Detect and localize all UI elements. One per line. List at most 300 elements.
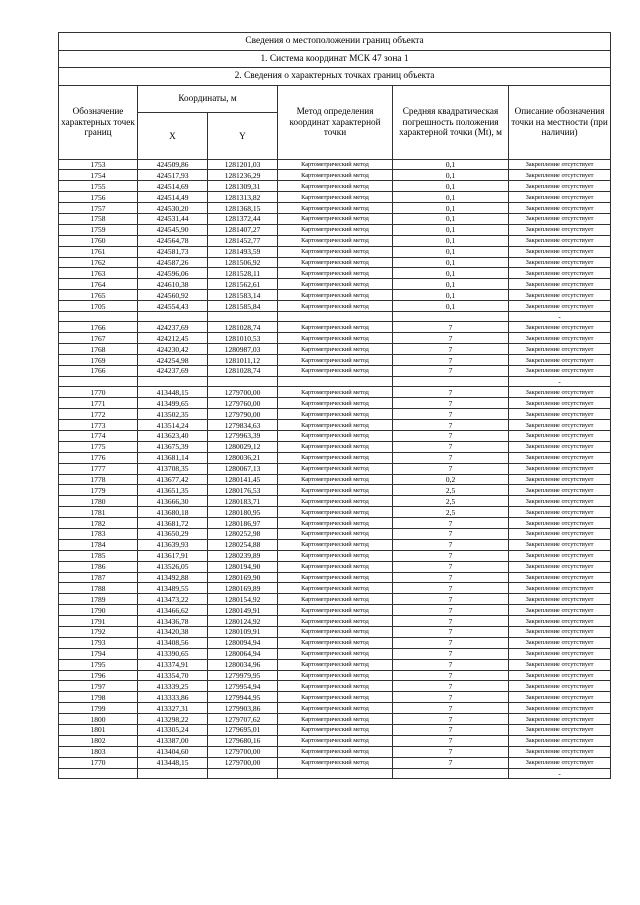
separator-cell bbox=[278, 376, 393, 387]
point-id-cell: 1770 bbox=[59, 757, 138, 768]
x-coordinate-cell: 413354,70 bbox=[138, 670, 208, 681]
y-coordinate-cell: 1280987,03 bbox=[208, 344, 278, 355]
accuracy-cell: 7 bbox=[393, 387, 509, 398]
separator-cell bbox=[393, 376, 509, 387]
y-coordinate-cell: 1280169,89 bbox=[208, 583, 278, 594]
point-id-cell: 1775 bbox=[59, 441, 138, 452]
point-id-cell: 1780 bbox=[59, 496, 138, 507]
accuracy-cell: 7 bbox=[393, 692, 509, 703]
accuracy-cell: 7 bbox=[393, 452, 509, 463]
separator-cell bbox=[393, 768, 509, 779]
accuracy-cell: 0,1 bbox=[393, 192, 509, 203]
separator-cell bbox=[278, 768, 393, 779]
accuracy-cell: 7 bbox=[393, 616, 509, 627]
point-id-cell: 1761 bbox=[59, 246, 138, 257]
method-cell: Картометрический метод bbox=[278, 268, 393, 279]
y-coordinate-cell: 1279700,00 bbox=[208, 746, 278, 757]
x-coordinate-cell: 424509,86 bbox=[138, 159, 208, 170]
point-id-cell: 1778 bbox=[59, 474, 138, 485]
header-point: Обозначение характерных точек границ bbox=[59, 85, 138, 159]
description-cell: Закрепление отсутствует bbox=[509, 420, 611, 431]
accuracy-cell: 7 bbox=[393, 420, 509, 431]
x-coordinate-cell: 413514,24 bbox=[138, 420, 208, 431]
y-coordinate-cell: 1280064,94 bbox=[208, 648, 278, 659]
point-id-cell: 1783 bbox=[59, 529, 138, 540]
point-id-cell: 1803 bbox=[59, 746, 138, 757]
point-id-cell: 1781 bbox=[59, 507, 138, 518]
method-cell: Картометрический метод bbox=[278, 159, 393, 170]
description-cell: Закрепление отсутствует bbox=[509, 463, 611, 474]
accuracy-cell: 7 bbox=[393, 518, 509, 529]
description-cell: Закрепление отсутствует bbox=[509, 203, 611, 214]
y-coordinate-cell: 1280169,90 bbox=[208, 572, 278, 583]
table-row bbox=[59, 387, 611, 398]
separator-mark: - bbox=[509, 376, 611, 387]
method-cell: Картометрический метод bbox=[278, 257, 393, 268]
header-accuracy: Средняя квадратическая погрешность положения характерной точки (Mt), м bbox=[393, 85, 509, 159]
x-coordinate-cell: 424517,93 bbox=[138, 170, 208, 181]
method-cell: Картометрический метод bbox=[278, 507, 393, 518]
method-cell: Картометрический метод bbox=[278, 301, 393, 312]
point-id-cell: 1760 bbox=[59, 235, 138, 246]
y-coordinate-cell: 1280180,95 bbox=[208, 507, 278, 518]
method-cell: Картометрический метод bbox=[278, 409, 393, 420]
x-coordinate-cell: 413404,60 bbox=[138, 746, 208, 757]
method-cell: Картометрический метод bbox=[278, 322, 393, 333]
accuracy-cell: 7 bbox=[393, 398, 509, 409]
method-cell: Картометрический метод bbox=[278, 485, 393, 496]
table-row bbox=[59, 279, 611, 290]
x-coordinate-cell: 413650,29 bbox=[138, 529, 208, 540]
point-id-cell: 1782 bbox=[59, 518, 138, 529]
document-title: Сведения о местоположении границ объекта bbox=[59, 33, 611, 51]
table-row bbox=[59, 659, 611, 670]
boundary-points-table bbox=[58, 32, 611, 779]
table-row bbox=[59, 224, 611, 235]
table-row bbox=[59, 192, 611, 203]
accuracy-cell: 7 bbox=[393, 355, 509, 366]
description-cell: Закрепление отсутствует bbox=[509, 246, 611, 257]
accuracy-cell: 0,1 bbox=[393, 290, 509, 301]
method-cell: Картометрический метод bbox=[278, 703, 393, 714]
table-row bbox=[59, 518, 611, 529]
table-row bbox=[59, 322, 611, 333]
header-method: Метод определения координат характерной точки bbox=[278, 85, 393, 159]
x-coordinate-cell: 413408,56 bbox=[138, 637, 208, 648]
accuracy-cell: 7 bbox=[393, 322, 509, 333]
method-cell: Картометрический метод bbox=[278, 235, 393, 246]
table-row bbox=[59, 507, 611, 518]
x-coordinate-cell: 424237,69 bbox=[138, 322, 208, 333]
separator-cell bbox=[208, 311, 278, 322]
table-row bbox=[59, 692, 611, 703]
point-id-cell: 1762 bbox=[59, 257, 138, 268]
separator-cell bbox=[59, 768, 138, 779]
separator-cell bbox=[59, 376, 138, 387]
table-row bbox=[59, 463, 611, 474]
accuracy-cell: 7 bbox=[393, 529, 509, 540]
table-row bbox=[59, 648, 611, 659]
description-cell: Закрепление отсутствует bbox=[509, 268, 611, 279]
accuracy-cell: 7 bbox=[393, 409, 509, 420]
description-cell: Закрепление отсутствует bbox=[509, 235, 611, 246]
table-row bbox=[59, 703, 611, 714]
table-row bbox=[59, 594, 611, 605]
accuracy-cell: 7 bbox=[393, 572, 509, 583]
point-id-cell: 1754 bbox=[59, 170, 138, 181]
point-id-cell: 1787 bbox=[59, 572, 138, 583]
description-cell: Закрепление отсутствует bbox=[509, 301, 611, 312]
x-coordinate-cell: 413623,40 bbox=[138, 430, 208, 441]
y-coordinate-cell: 1281528,11 bbox=[208, 268, 278, 279]
x-coordinate-cell: 424581,73 bbox=[138, 246, 208, 257]
description-cell: Закрепление отсутствует bbox=[509, 572, 611, 583]
method-cell: Картометрический метод bbox=[278, 561, 393, 572]
table-row bbox=[59, 561, 611, 572]
table-row bbox=[59, 637, 611, 648]
point-id-cell: 1705 bbox=[59, 301, 138, 312]
description-cell: Закрепление отсутствует bbox=[509, 692, 611, 703]
description-cell: Закрепление отсутствует bbox=[509, 583, 611, 594]
description-cell: Закрепление отсутствует bbox=[509, 735, 611, 746]
y-coordinate-cell: 1280067,13 bbox=[208, 463, 278, 474]
x-coordinate-cell: 413639,93 bbox=[138, 539, 208, 550]
accuracy-cell: 0,1 bbox=[393, 224, 509, 235]
accuracy-cell: 0,1 bbox=[393, 301, 509, 312]
y-coordinate-cell: 1280141,45 bbox=[208, 474, 278, 485]
accuracy-cell: 7 bbox=[393, 333, 509, 344]
point-id-cell: 1769 bbox=[59, 355, 138, 366]
table-row bbox=[59, 355, 611, 366]
method-cell: Картометрический метод bbox=[278, 648, 393, 659]
y-coordinate-cell: 1280036,21 bbox=[208, 452, 278, 463]
x-coordinate-cell: 424587,26 bbox=[138, 257, 208, 268]
description-cell: Закрепление отсутствует bbox=[509, 387, 611, 398]
description-cell: Закрепление отсутствует bbox=[509, 290, 611, 301]
description-cell: Закрепление отсутствует bbox=[509, 648, 611, 659]
method-cell: Картометрический метод bbox=[278, 572, 393, 583]
y-coordinate-cell: 1281506,92 bbox=[208, 257, 278, 268]
y-coordinate-cell: 1280239,89 bbox=[208, 550, 278, 561]
x-coordinate-cell: 413448,15 bbox=[138, 757, 208, 768]
accuracy-cell: 7 bbox=[393, 594, 509, 605]
point-id-cell: 1768 bbox=[59, 344, 138, 355]
description-cell: Закрепление отсутствует bbox=[509, 507, 611, 518]
header-description: Описание обозначения точки на местности (при наличии) bbox=[509, 85, 611, 159]
y-coordinate-cell: 1280176,53 bbox=[208, 485, 278, 496]
y-coordinate-cell: 1280149,91 bbox=[208, 605, 278, 616]
table-body bbox=[59, 159, 611, 779]
table-row bbox=[59, 496, 611, 507]
description-cell: Закрепление отсутствует bbox=[509, 409, 611, 420]
description-cell: Закрепление отсутствует bbox=[509, 398, 611, 409]
separator-cell bbox=[208, 768, 278, 779]
table-row bbox=[59, 757, 611, 768]
description-cell: Закрепление отсутствует bbox=[509, 181, 611, 192]
table-row bbox=[59, 681, 611, 692]
method-cell: Картометрический метод bbox=[278, 474, 393, 485]
x-coordinate-cell: 413675,39 bbox=[138, 441, 208, 452]
method-cell: Картометрический метод bbox=[278, 627, 393, 638]
accuracy-cell: 7 bbox=[393, 703, 509, 714]
accuracy-cell: 7 bbox=[393, 605, 509, 616]
y-coordinate-cell: 1281372,44 bbox=[208, 213, 278, 224]
accuracy-cell: 7 bbox=[393, 714, 509, 725]
method-cell: Картометрический метод bbox=[278, 387, 393, 398]
point-id-cell: 1794 bbox=[59, 648, 138, 659]
table-row bbox=[59, 627, 611, 638]
point-id-cell: 1765 bbox=[59, 290, 138, 301]
point-id-cell: 1796 bbox=[59, 670, 138, 681]
y-coordinate-cell: 1280034,96 bbox=[208, 659, 278, 670]
point-id-cell: 1755 bbox=[59, 181, 138, 192]
header-x: X bbox=[138, 112, 208, 159]
accuracy-cell: 0,1 bbox=[393, 213, 509, 224]
description-cell: Закрепление отсутствует bbox=[509, 430, 611, 441]
method-cell: Картометрический метод bbox=[278, 452, 393, 463]
point-id-cell: 1802 bbox=[59, 735, 138, 746]
description-cell: Закрепление отсутствует bbox=[509, 561, 611, 572]
point-id-cell: 1792 bbox=[59, 627, 138, 638]
accuracy-cell: 7 bbox=[393, 366, 509, 377]
y-coordinate-cell: 1281407,27 bbox=[208, 224, 278, 235]
table-row bbox=[59, 746, 611, 757]
table-row bbox=[59, 159, 611, 170]
accuracy-cell: 7 bbox=[393, 550, 509, 561]
point-id-cell: 1793 bbox=[59, 637, 138, 648]
x-coordinate-cell: 413298,22 bbox=[138, 714, 208, 725]
y-coordinate-cell: 1280254,88 bbox=[208, 539, 278, 550]
group-separator-row bbox=[59, 376, 611, 387]
method-cell: Картометрический метод bbox=[278, 692, 393, 703]
accuracy-cell: 0,1 bbox=[393, 268, 509, 279]
table-row bbox=[59, 366, 611, 377]
x-coordinate-cell: 424212,45 bbox=[138, 333, 208, 344]
table-row bbox=[59, 246, 611, 257]
points-section-title: 2. Сведения о характерных точках границ объекта bbox=[59, 68, 611, 86]
point-id-cell: 1790 bbox=[59, 605, 138, 616]
accuracy-cell: 2,5 bbox=[393, 485, 509, 496]
group-separator-row bbox=[59, 768, 611, 779]
accuracy-cell: 7 bbox=[393, 735, 509, 746]
accuracy-cell: 0,1 bbox=[393, 181, 509, 192]
description-cell: Закрепление отсутствует bbox=[509, 159, 611, 170]
method-cell: Картометрический метод bbox=[278, 637, 393, 648]
accuracy-cell: 2,5 bbox=[393, 507, 509, 518]
x-coordinate-cell: 413448,15 bbox=[138, 387, 208, 398]
description-cell: Закрепление отсутствует bbox=[509, 681, 611, 692]
table-row bbox=[59, 398, 611, 409]
method-cell: Картометрический метод bbox=[278, 344, 393, 355]
y-coordinate-cell: 1279903,86 bbox=[208, 703, 278, 714]
accuracy-cell: 2,5 bbox=[393, 496, 509, 507]
point-id-cell: 1770 bbox=[59, 387, 138, 398]
point-id-cell: 1800 bbox=[59, 714, 138, 725]
table-row bbox=[59, 529, 611, 540]
x-coordinate-cell: 413387,00 bbox=[138, 735, 208, 746]
description-cell: Закрепление отсутствует bbox=[509, 529, 611, 540]
accuracy-cell: 7 bbox=[393, 659, 509, 670]
accuracy-cell: 7 bbox=[393, 344, 509, 355]
description-cell: Закрепление отсутствует bbox=[509, 257, 611, 268]
x-coordinate-cell: 424254,98 bbox=[138, 355, 208, 366]
method-cell: Картометрический метод bbox=[278, 279, 393, 290]
x-coordinate-cell: 413677,42 bbox=[138, 474, 208, 485]
y-coordinate-cell: 1280183,71 bbox=[208, 496, 278, 507]
table-row bbox=[59, 605, 611, 616]
accuracy-cell: 7 bbox=[393, 637, 509, 648]
x-coordinate-cell: 413473,22 bbox=[138, 594, 208, 605]
description-cell: Закрепление отсутствует bbox=[509, 333, 611, 344]
description-cell: Закрепление отсутствует bbox=[509, 757, 611, 768]
point-id-cell: 1801 bbox=[59, 725, 138, 736]
x-coordinate-cell: 413526,05 bbox=[138, 561, 208, 572]
separator-cell bbox=[208, 376, 278, 387]
table-row bbox=[59, 430, 611, 441]
method-cell: Картометрический метод bbox=[278, 518, 393, 529]
y-coordinate-cell: 1280154,92 bbox=[208, 594, 278, 605]
method-cell: Картометрический метод bbox=[278, 616, 393, 627]
group-separator-row bbox=[59, 311, 611, 322]
y-coordinate-cell: 1281201,03 bbox=[208, 159, 278, 170]
accuracy-cell: 7 bbox=[393, 648, 509, 659]
method-cell: Картометрический метод bbox=[278, 192, 393, 203]
point-id-cell: 1766 bbox=[59, 366, 138, 377]
point-id-cell: 1764 bbox=[59, 279, 138, 290]
y-coordinate-cell: 1279707,62 bbox=[208, 714, 278, 725]
description-cell: Закрепление отсутствует bbox=[509, 474, 611, 485]
separator-mark: - bbox=[509, 311, 611, 322]
y-coordinate-cell: 1281313,82 bbox=[208, 192, 278, 203]
description-cell: Закрепление отсутствует bbox=[509, 192, 611, 203]
x-coordinate-cell: 424545,90 bbox=[138, 224, 208, 235]
description-cell: Закрепление отсутствует bbox=[509, 441, 611, 452]
description-cell: Закрепление отсутствует bbox=[509, 746, 611, 757]
y-coordinate-cell: 1279760,00 bbox=[208, 398, 278, 409]
point-id-cell: 1784 bbox=[59, 539, 138, 550]
y-coordinate-cell: 1279700,00 bbox=[208, 387, 278, 398]
accuracy-cell: 7 bbox=[393, 463, 509, 474]
y-coordinate-cell: 1281493,59 bbox=[208, 246, 278, 257]
x-coordinate-cell: 413436,78 bbox=[138, 616, 208, 627]
description-cell: Закрепление отсутствует bbox=[509, 539, 611, 550]
point-id-cell: 1757 bbox=[59, 203, 138, 214]
header-y: Y bbox=[208, 112, 278, 159]
description-cell: Закрепление отсутствует bbox=[509, 344, 611, 355]
x-coordinate-cell: 424514,69 bbox=[138, 181, 208, 192]
x-coordinate-cell: 424554,43 bbox=[138, 301, 208, 312]
x-coordinate-cell: 413305,24 bbox=[138, 725, 208, 736]
point-id-cell: 1773 bbox=[59, 420, 138, 431]
accuracy-cell: 7 bbox=[393, 583, 509, 594]
method-cell: Картометрический метод bbox=[278, 213, 393, 224]
x-coordinate-cell: 424560,92 bbox=[138, 290, 208, 301]
method-cell: Картометрический метод bbox=[278, 463, 393, 474]
x-coordinate-cell: 413651,35 bbox=[138, 485, 208, 496]
x-coordinate-cell: 413374,91 bbox=[138, 659, 208, 670]
separator-cell bbox=[138, 376, 208, 387]
x-coordinate-cell: 424610,38 bbox=[138, 279, 208, 290]
separator-cell bbox=[138, 311, 208, 322]
x-coordinate-cell: 424514,49 bbox=[138, 192, 208, 203]
table-row bbox=[59, 203, 611, 214]
accuracy-cell: 0,1 bbox=[393, 159, 509, 170]
y-coordinate-cell: 1281010,53 bbox=[208, 333, 278, 344]
x-coordinate-cell: 413466,62 bbox=[138, 605, 208, 616]
table-row bbox=[59, 333, 611, 344]
table-row bbox=[59, 735, 611, 746]
y-coordinate-cell: 1279700,00 bbox=[208, 757, 278, 768]
x-coordinate-cell: 413390,65 bbox=[138, 648, 208, 659]
point-id-cell: 1791 bbox=[59, 616, 138, 627]
x-coordinate-cell: 413708,35 bbox=[138, 463, 208, 474]
description-cell: Закрепление отсутствует bbox=[509, 224, 611, 235]
method-cell: Картометрический метод bbox=[278, 539, 393, 550]
y-coordinate-cell: 1281452,77 bbox=[208, 235, 278, 246]
y-coordinate-cell: 1279680,16 bbox=[208, 735, 278, 746]
accuracy-cell: 7 bbox=[393, 681, 509, 692]
x-coordinate-cell: 424531,44 bbox=[138, 213, 208, 224]
method-cell: Картометрический метод bbox=[278, 430, 393, 441]
separator-cell bbox=[138, 768, 208, 779]
table-row bbox=[59, 572, 611, 583]
point-id-cell: 1772 bbox=[59, 409, 138, 420]
table-row bbox=[59, 344, 611, 355]
description-cell: Закрепление отсутствует bbox=[509, 279, 611, 290]
x-coordinate-cell: 424596,06 bbox=[138, 268, 208, 279]
table-row bbox=[59, 452, 611, 463]
accuracy-cell: 7 bbox=[393, 725, 509, 736]
description-cell: Закрепление отсутствует bbox=[509, 213, 611, 224]
y-coordinate-cell: 1281368,15 bbox=[208, 203, 278, 214]
accuracy-cell: 7 bbox=[393, 561, 509, 572]
table-row bbox=[59, 235, 611, 246]
description-cell: Закрепление отсутствует bbox=[509, 594, 611, 605]
table-row bbox=[59, 725, 611, 736]
table-row bbox=[59, 409, 611, 420]
y-coordinate-cell: 1280094,94 bbox=[208, 637, 278, 648]
point-id-cell: 1766 bbox=[59, 322, 138, 333]
table-row bbox=[59, 616, 611, 627]
point-id-cell: 1785 bbox=[59, 550, 138, 561]
y-coordinate-cell: 1281562,61 bbox=[208, 279, 278, 290]
method-cell: Картометрический метод bbox=[278, 659, 393, 670]
method-cell: Картометрический метод bbox=[278, 594, 393, 605]
description-cell: Закрепление отсутствует bbox=[509, 627, 611, 638]
description-cell: Закрепление отсутствует bbox=[509, 496, 611, 507]
table-row bbox=[59, 420, 611, 431]
y-coordinate-cell: 1279979,95 bbox=[208, 670, 278, 681]
point-id-cell: 1756 bbox=[59, 192, 138, 203]
point-id-cell: 1786 bbox=[59, 561, 138, 572]
accuracy-cell: 7 bbox=[393, 627, 509, 638]
table-row bbox=[59, 170, 611, 181]
description-cell: Закрепление отсутствует bbox=[509, 659, 611, 670]
y-coordinate-cell: 1280029,12 bbox=[208, 441, 278, 452]
description-cell: Закрепление отсутствует bbox=[509, 170, 611, 181]
y-coordinate-cell: 1281028,74 bbox=[208, 366, 278, 377]
description-cell: Закрепление отсутствует bbox=[509, 703, 611, 714]
method-cell: Картометрический метод bbox=[278, 398, 393, 409]
method-cell: Картометрический метод bbox=[278, 583, 393, 594]
description-cell: Закрепление отсутствует bbox=[509, 355, 611, 366]
document-sheet bbox=[58, 32, 610, 779]
point-id-cell: 1798 bbox=[59, 692, 138, 703]
method-cell: Картометрический метод bbox=[278, 757, 393, 768]
description-cell: Закрепление отсутствует bbox=[509, 322, 611, 333]
x-coordinate-cell: 413327,31 bbox=[138, 703, 208, 714]
description-cell: Закрепление отсутствует bbox=[509, 550, 611, 561]
